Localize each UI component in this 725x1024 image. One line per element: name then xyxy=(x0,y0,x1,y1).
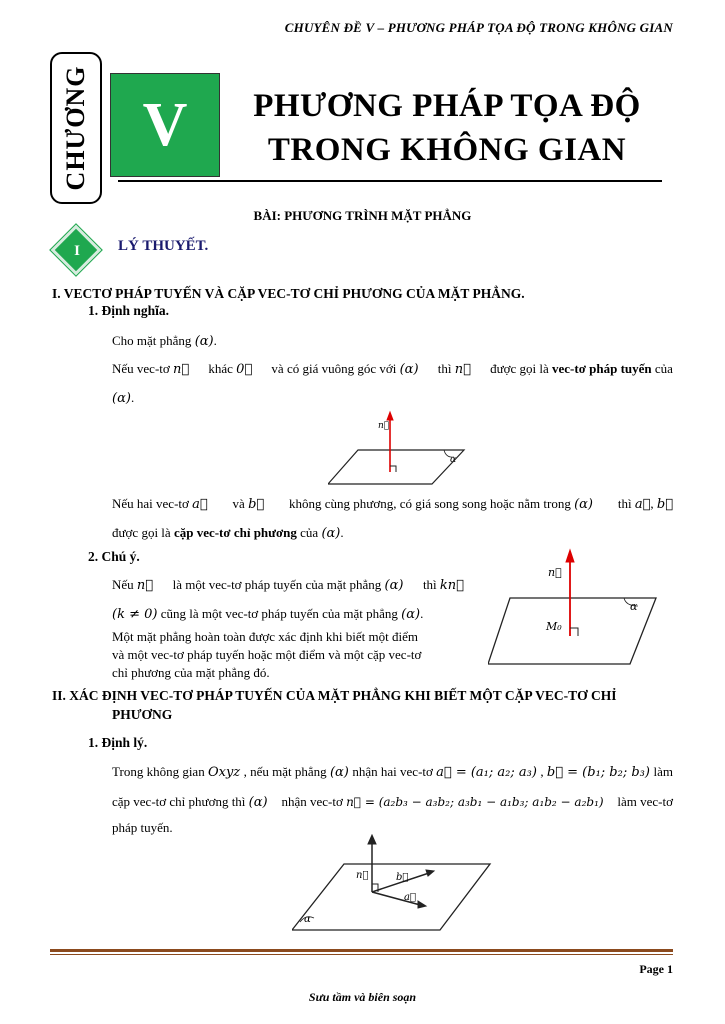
section1-p1: Cho mặt phẳng (α). xyxy=(112,333,217,349)
figure-cross-product xyxy=(292,834,492,934)
part-number: I xyxy=(74,242,80,259)
vector-a-arrow xyxy=(372,892,424,906)
chapter-title-line1: PHƯƠNG PHÁP TỌA ĐỘ xyxy=(253,88,641,124)
section2-sub1: 1. Định lý. xyxy=(88,735,148,750)
fig2-label-n: n⃗ xyxy=(548,566,562,579)
fig2-label-alpha: α xyxy=(630,600,638,613)
title-divider xyxy=(118,180,662,182)
footer-credit: Sưu tầm và biên soạn xyxy=(308,990,417,1004)
right-angle-mark xyxy=(390,466,396,472)
lesson-title: BÀI: PHƯƠNG TRÌNH MẶT PHẲNG xyxy=(253,208,472,223)
figure-point-normal xyxy=(488,548,660,672)
fig2-label-m0: M₀ xyxy=(546,620,562,633)
section2-heading-line2: PHƯƠNG xyxy=(112,707,173,722)
chapter-label: CHƯƠNG xyxy=(61,65,90,191)
part-title: LÝ THUYẾT. xyxy=(118,238,209,254)
right-angle-mark xyxy=(570,628,578,636)
footer-divider-thin xyxy=(50,954,673,955)
fig3-label-b: b⃗ xyxy=(396,872,409,883)
section2-heading-line1: II. XÁC ĐỊNH VEC-TƠ PHÁP TUYẾN CỦA MẶT PHẲNG KHI BIẾT MỘT CẶP VEC-TƠ CHỈ xyxy=(52,688,617,703)
fig1-label-alpha: α xyxy=(450,455,457,465)
normal-vector-arrowhead xyxy=(387,412,393,420)
normal-vector-arrowhead xyxy=(368,835,376,844)
fig1-label-n: n⃗ xyxy=(378,421,390,431)
vector-a-arrowhead xyxy=(418,901,426,908)
chapter-number-box xyxy=(110,73,220,177)
chapter-label-box xyxy=(50,52,102,204)
chapter-number: V xyxy=(142,90,188,159)
section1-heading: I. VECTƠ PHÁP TUYẾN VÀ CẶP VEC-TƠ CHỈ PHƯƠNG CỦA MẶT PHẲNG. xyxy=(52,286,525,301)
chapter-title xyxy=(232,84,662,172)
alpha-symbol: (α) xyxy=(194,334,214,349)
section2-p1: Trong không gian Oxyz , nếu mặt phẳng (α) nhận hai vec-tơ a⃗ = (a₁; a₂; a₃) , b⃗ = (b₁; b₂; b₃) làm cặp vec-tơ chỉ phương thì (α) nhận vec-tơ n⃗ = (a₂b₃ − a₃b₂; a₃b₁ − a₁b₃; a₁b₂ − a₂b₁) làm vec-tơ pháp tuyến. xyxy=(112,764,673,835)
running-header: CHUYÊN ĐỀ V – PHƯƠNG PHÁP TỌA ĐỘ TRONG KHÔNG GIAN xyxy=(284,20,673,35)
section1-sub1: 1. Định nghĩa. xyxy=(88,303,170,318)
fig3-label-n: n⃗ xyxy=(356,870,369,881)
fig3-label-a: a⃗ xyxy=(404,892,416,903)
section1-p3: Nếu hai vec-tơ a⃗ và b⃗ không cùng phương, có giá song song hoặc nằm trong (α) thì a⃗, b⃗ được gọi là cặp vec-tơ chỉ phương của (α). xyxy=(112,496,673,541)
fig3-label-alpha: α xyxy=(304,914,311,925)
section1-p4: Nếu n⃗ là một vec-tơ pháp tuyến của mặt phẳng (α) thì kn⃗ (k ≠ 0) cũng là một vec-tơ pháp tuyến của mặt phẳng (α). xyxy=(112,577,464,622)
section1-sub2: 2. Chú ý. xyxy=(88,549,140,564)
page-number: Page 1 xyxy=(639,962,673,976)
section1-p2: Nếu vec-tơ n⃗ khác 0⃗ và có giá vuông góc với (α) thì n⃗ được gọi là vec-tơ pháp tuyến của (α). xyxy=(112,361,673,406)
vector-b-arrowhead xyxy=(426,870,434,876)
footer-divider-thick xyxy=(50,949,673,952)
normal-vector-arrowhead xyxy=(566,550,574,562)
chapter-title-line2: TRONG KHÔNG GIAN xyxy=(267,132,627,168)
figure-normal-vector xyxy=(328,410,468,486)
section1-p5: Một mặt phẳng hoàn toàn được xác định khi biết một điểm và một vec-tơ pháp tuyến hoặc một điểm và một cặp vec-tơ chỉ phương của mặt phẳng đó. xyxy=(112,629,422,680)
